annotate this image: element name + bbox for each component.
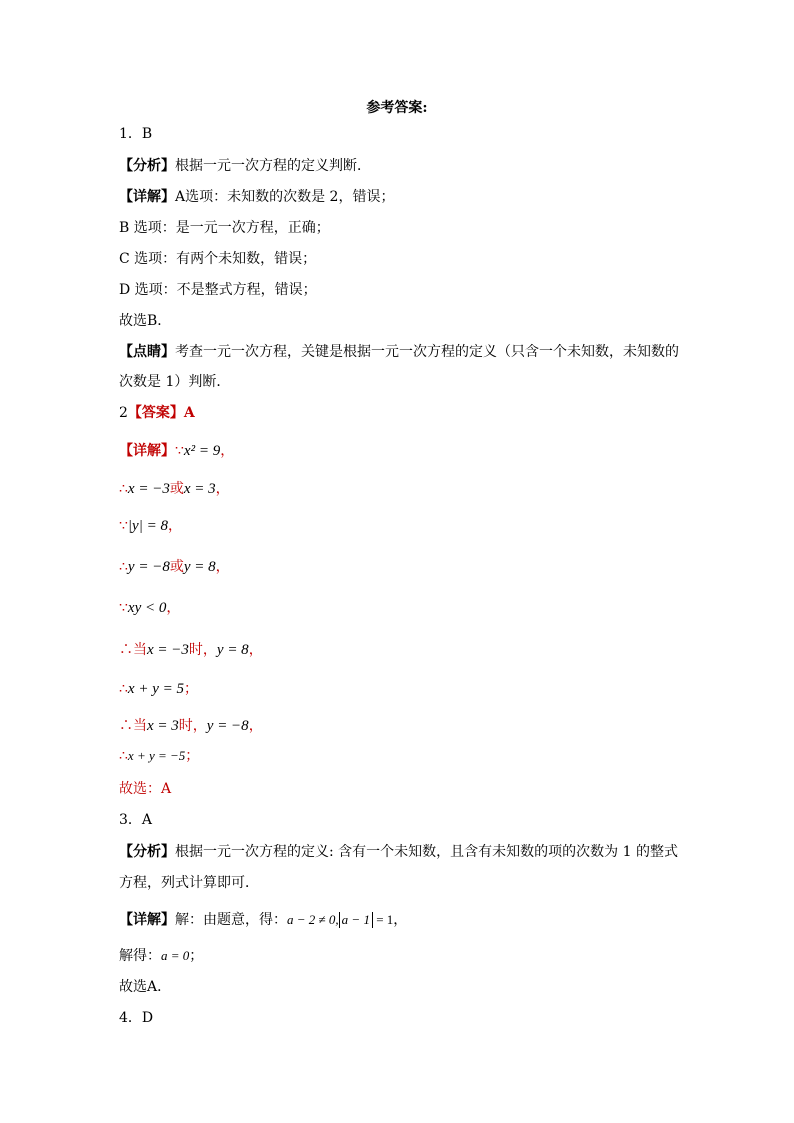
- q1-analysis-text: 根据一元一次方程的定义判断．: [175, 158, 371, 174]
- q3-choose: 故选A．: [119, 979, 172, 995]
- q2-choose: 故选：A: [119, 781, 172, 797]
- q2-step5: ∵xy < 0，: [119, 600, 181, 616]
- q3-math-c: = 1: [372, 912, 394, 927]
- q2-math-s2b: x = 3: [183, 481, 216, 497]
- q2-step1: 【详解】∵x² = 9，: [119, 443, 235, 459]
- q2-step2: ∴x = −3或x = 3，: [119, 481, 230, 497]
- q1-choose: 故选B．: [119, 313, 172, 329]
- q2-number: 2: [119, 405, 128, 421]
- q1-detail-b: B 选项：是一元一次方程，正确；: [119, 220, 330, 236]
- q4-number: 4．D: [119, 1010, 154, 1026]
- q3-solve: 解得：a = 0；: [119, 948, 204, 964]
- q2-detail-tag: 【详解】: [119, 443, 175, 459]
- q3-detail: 【详解】解：由题意，得：a − 2 ≠ 0, a − 1 = 1，: [119, 912, 408, 928]
- q2-math-s6b: y = 8: [216, 642, 249, 658]
- q2-math-s2a: x = −3: [127, 481, 170, 497]
- q1-detail-c: C 选项：有两个未知数，错误；: [119, 251, 317, 267]
- q3-analysis-line1: [119, 842, 678, 862]
- q2-step8: ∴当x = 3时，y = −8，: [119, 718, 263, 734]
- q2-answer: [119, 403, 195, 423]
- q2-math-s6a: x = −3: [147, 642, 189, 658]
- q2-math-s4b: y = 8: [183, 559, 216, 575]
- q2-step3: ∵|y| = 8，: [119, 518, 182, 534]
- q1-detail-a-text: A选项：未知数的次数是 2，错误；: [175, 189, 395, 205]
- q2-step9: ∴x + y = −5；: [119, 748, 200, 764]
- q1-analysis-tag: 【分析】: [119, 158, 175, 174]
- q2-math-s7: x + y = 5: [127, 681, 184, 697]
- q2-math-s4a: y = −8: [127, 559, 170, 575]
- q3-math-a: a − 2 ≠ 0,: [287, 912, 339, 927]
- q3-detail-tag: 【详解】: [119, 912, 175, 928]
- q3-detail-pre: 解：由题意，得：: [175, 912, 287, 928]
- q1-analysis: [119, 156, 371, 176]
- q2-answer-value: A: [183, 405, 195, 421]
- q2-math-s5: xy < 0: [127, 600, 167, 616]
- q1-comment-line2: 次数是 1）判断．: [119, 374, 231, 390]
- q1-detail-tag: 【详解】: [119, 189, 175, 205]
- q3-math-abs: a − 1: [339, 912, 373, 928]
- q3-analysis-text1: 根据一元一次方程的定义: 含有一个未知数，且含有未知数的项的次数为 1 的整式: [175, 844, 678, 860]
- q3-solve-pre: 解得：: [119, 948, 161, 964]
- q2-math-s8a: x = 3: [147, 718, 179, 734]
- q1-number: 1．B: [119, 126, 153, 142]
- q2-math-s1: x² = 9: [183, 443, 221, 459]
- q2-math-s8b: y = −8: [206, 718, 249, 734]
- page-title: 参考答案:: [366, 100, 428, 116]
- q1-detail-d: D 选项：不是整式方程，错误；: [119, 282, 317, 298]
- q1-comment-text1: 考查一元一次方程，关键是根据一元一次方程的定义（只含一个未知数，未知数的: [175, 344, 679, 360]
- q3-analysis-line2: 方程，列式计算即可．: [119, 875, 259, 891]
- q3-analysis-tag: 【分析】: [119, 844, 175, 860]
- q3-solve-math: a = 0: [161, 948, 190, 963]
- q2-step6: ∴当x = −3时，y = 8，: [119, 642, 263, 658]
- q1-comment-tag: 【点睛】: [119, 344, 175, 360]
- q2-math-s9: x + y = −5: [127, 748, 186, 763]
- q1-comment-line1: [119, 342, 679, 362]
- q2-step4: ∴y = −8或y = 8，: [119, 559, 230, 575]
- q3-number: 3．A: [119, 812, 153, 828]
- q2-step7: ∴x + y = 5；: [119, 681, 198, 697]
- q2-math-s3: |y| = 8: [127, 518, 168, 534]
- q2-answer-tag: 【答案】: [127, 405, 184, 421]
- q1-detail-a: [119, 187, 394, 207]
